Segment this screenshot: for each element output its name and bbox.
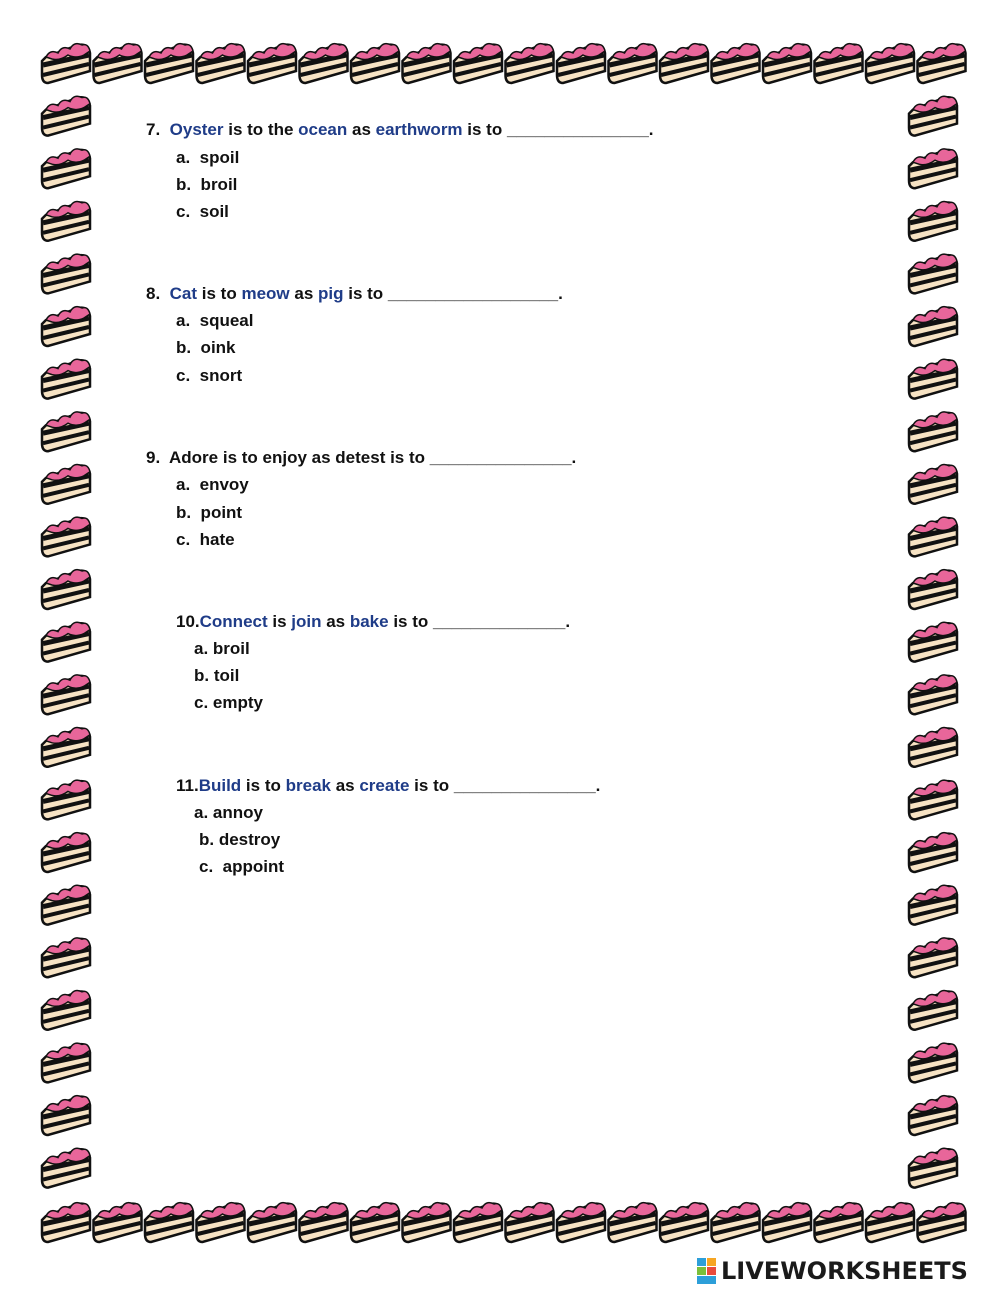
- answer-option[interactable]: a. squeal: [176, 311, 254, 330]
- question-number: 11.: [176, 776, 199, 795]
- cake-slice-icon: [909, 254, 957, 293]
- cake-slice-icon: [42, 990, 90, 1029]
- question-text: is to _______________.: [409, 776, 601, 795]
- cake-slice-icon: [42, 1148, 90, 1187]
- question-10: [176, 612, 570, 632]
- cake-slice-icon: [506, 1203, 554, 1242]
- cake-slice-icon: [909, 1148, 957, 1187]
- cake-slice-icon: [909, 1096, 957, 1135]
- answer-option[interactable]: b. broil: [176, 175, 238, 194]
- cake-slice-icon: [42, 727, 90, 766]
- cake-slice-icon: [42, 254, 90, 293]
- question-number: 9.: [146, 448, 161, 467]
- cake-slice-icon: [918, 44, 966, 83]
- cake-slice-icon: [42, 149, 90, 188]
- cake-slice-icon: [763, 44, 811, 83]
- question-text: is to: [241, 776, 286, 795]
- keyword: meow: [241, 284, 290, 303]
- question-number: 8.: [146, 284, 161, 303]
- cake-slice-icon: [712, 44, 760, 83]
- question-text: is to: [197, 284, 242, 303]
- cake-slice-icon: [866, 44, 914, 83]
- question-8: [146, 284, 563, 304]
- cake-slice-icon: [42, 464, 90, 503]
- keyword: pig: [318, 284, 344, 303]
- cake-slice-icon: [42, 201, 90, 240]
- keyword: break: [285, 776, 331, 795]
- cake-slice-icon: [454, 44, 502, 83]
- keyword: Build: [198, 776, 242, 795]
- answer-option[interactable]: b. oink: [176, 338, 236, 357]
- cake-slice-icon: [909, 727, 957, 766]
- cake-slice-icon: [42, 622, 90, 661]
- question-text: Adore is to enjoy as detest is to _______________.: [169, 448, 577, 467]
- cake-slice-icon: [557, 44, 605, 83]
- cake-slice-icon: [909, 464, 957, 503]
- cake-slice-icon: [909, 517, 957, 556]
- cake-slice-icon: [909, 1043, 957, 1082]
- cake-slice-icon: [609, 1203, 657, 1242]
- cake-slice-icon: [909, 412, 957, 451]
- cake-slice-icon: [42, 517, 90, 556]
- cake-slice-icon: [815, 1203, 863, 1242]
- question-text: as: [321, 612, 350, 631]
- cake-slice-icon: [557, 1203, 605, 1242]
- cake-slice-icon: [763, 1203, 811, 1242]
- cake-slice-icon: [42, 44, 90, 83]
- answer-option[interactable]: a. broil: [194, 639, 250, 658]
- cake-slice-icon: [909, 96, 957, 135]
- cake-slice-icon: [42, 885, 90, 924]
- cake-slice-icon: [909, 622, 957, 661]
- cake-slice-icon: [300, 1203, 348, 1242]
- question-text: is to __________________.: [343, 284, 563, 303]
- cake-slice-icon: [403, 1203, 451, 1242]
- question-text: is to the: [223, 120, 299, 139]
- question-number: 7.: [146, 120, 161, 139]
- cake-slice-icon: [506, 44, 554, 83]
- question-text: is to _______________.: [462, 120, 654, 139]
- question-9: [146, 448, 576, 468]
- cake-slice-icon: [866, 1203, 914, 1242]
- cake-slice-icon: [42, 1203, 90, 1242]
- cake-slice-icon: [351, 1203, 399, 1242]
- cake-slice-icon: [909, 990, 957, 1029]
- answer-option[interactable]: b. point: [176, 503, 243, 522]
- question-text: as: [330, 776, 360, 795]
- question-text: as: [347, 120, 376, 139]
- answer-option[interactable]: a. annoy: [194, 803, 263, 822]
- keyword: create: [359, 776, 410, 795]
- cake-slice-icon: [94, 44, 142, 83]
- keyword: earthworm: [375, 120, 463, 139]
- answer-option[interactable]: c. empty: [194, 693, 263, 712]
- keyword: join: [291, 612, 322, 631]
- answer-option[interactable]: c. snort: [176, 366, 243, 385]
- liveworksheets-logo-icon: [697, 1258, 717, 1284]
- cake-slice-icon: [42, 1096, 90, 1135]
- question-7: [146, 120, 654, 140]
- cake-slice-icon: [42, 675, 90, 714]
- cake-slice-icon: [909, 149, 957, 188]
- cake-slice-icon: [909, 570, 957, 609]
- cake-slice-icon: [909, 938, 957, 977]
- cake-slice-icon: [145, 44, 193, 83]
- question-11: [176, 776, 600, 796]
- cake-slice-icon: [909, 675, 957, 714]
- question-number: 10.: [176, 612, 200, 631]
- answer-option[interactable]: c. appoint: [199, 857, 284, 876]
- answer-option[interactable]: c. soil: [176, 202, 229, 221]
- cake-slice-icon: [42, 1043, 90, 1082]
- answer-option[interactable]: b. toil: [194, 666, 240, 685]
- cake-slice-icon: [815, 44, 863, 83]
- cake-slice-icon: [909, 307, 957, 346]
- keyword: Oyster: [169, 120, 224, 139]
- cake-slice-icon: [42, 307, 90, 346]
- answer-option[interactable]: c. hate: [176, 530, 235, 549]
- question-text: is to ______________.: [388, 612, 571, 631]
- cake-slice-icon: [42, 938, 90, 977]
- cake-slice-icon: [909, 359, 957, 398]
- cake-slice-icon: [403, 44, 451, 83]
- cake-slice-icon: [145, 1203, 193, 1242]
- answer-option[interactable]: b. destroy: [199, 830, 281, 849]
- question-text: is: [267, 612, 292, 631]
- cake-slice-icon: [197, 1203, 245, 1242]
- liveworksheets-logo: [697, 1257, 968, 1285]
- cake-slice-icon: [609, 44, 657, 83]
- cake-slice-icon: [909, 885, 957, 924]
- cake-slice-icon: [909, 780, 957, 819]
- cake-slice-icon: [197, 44, 245, 83]
- cake-slice-icon: [42, 359, 90, 398]
- keyword: Cat: [169, 284, 198, 303]
- cake-slice-icon: [300, 44, 348, 83]
- cake-slice-icon: [909, 201, 957, 240]
- cake-slice-icon: [42, 780, 90, 819]
- keyword: ocean: [298, 120, 348, 139]
- cake-slice-icon: [42, 96, 90, 135]
- keyword: Connect: [199, 612, 268, 631]
- cake-slice-icon: [248, 1203, 296, 1242]
- logo-text: LIVEWORKSHEETS: [721, 1257, 968, 1285]
- cake-slice-icon: [42, 833, 90, 872]
- cake-slice-icon: [660, 44, 708, 83]
- cake-slice-icon: [94, 1203, 142, 1242]
- answer-option[interactable]: a. envoy: [176, 475, 249, 494]
- cake-slice-icon: [42, 412, 90, 451]
- cake-slice-icon: [42, 570, 90, 609]
- cake-slice-icon: [909, 833, 957, 872]
- cake-slice-icon: [454, 1203, 502, 1242]
- keyword: bake: [349, 612, 389, 631]
- question-text: as: [289, 284, 318, 303]
- cake-slice-icon: [918, 1203, 966, 1242]
- cake-slice-icon: [660, 1203, 708, 1242]
- cake-slice-icon: [248, 44, 296, 83]
- cake-slice-icon: [351, 44, 399, 83]
- cake-slice-icon: [712, 1203, 760, 1242]
- answer-option[interactable]: a. spoil: [176, 148, 240, 167]
